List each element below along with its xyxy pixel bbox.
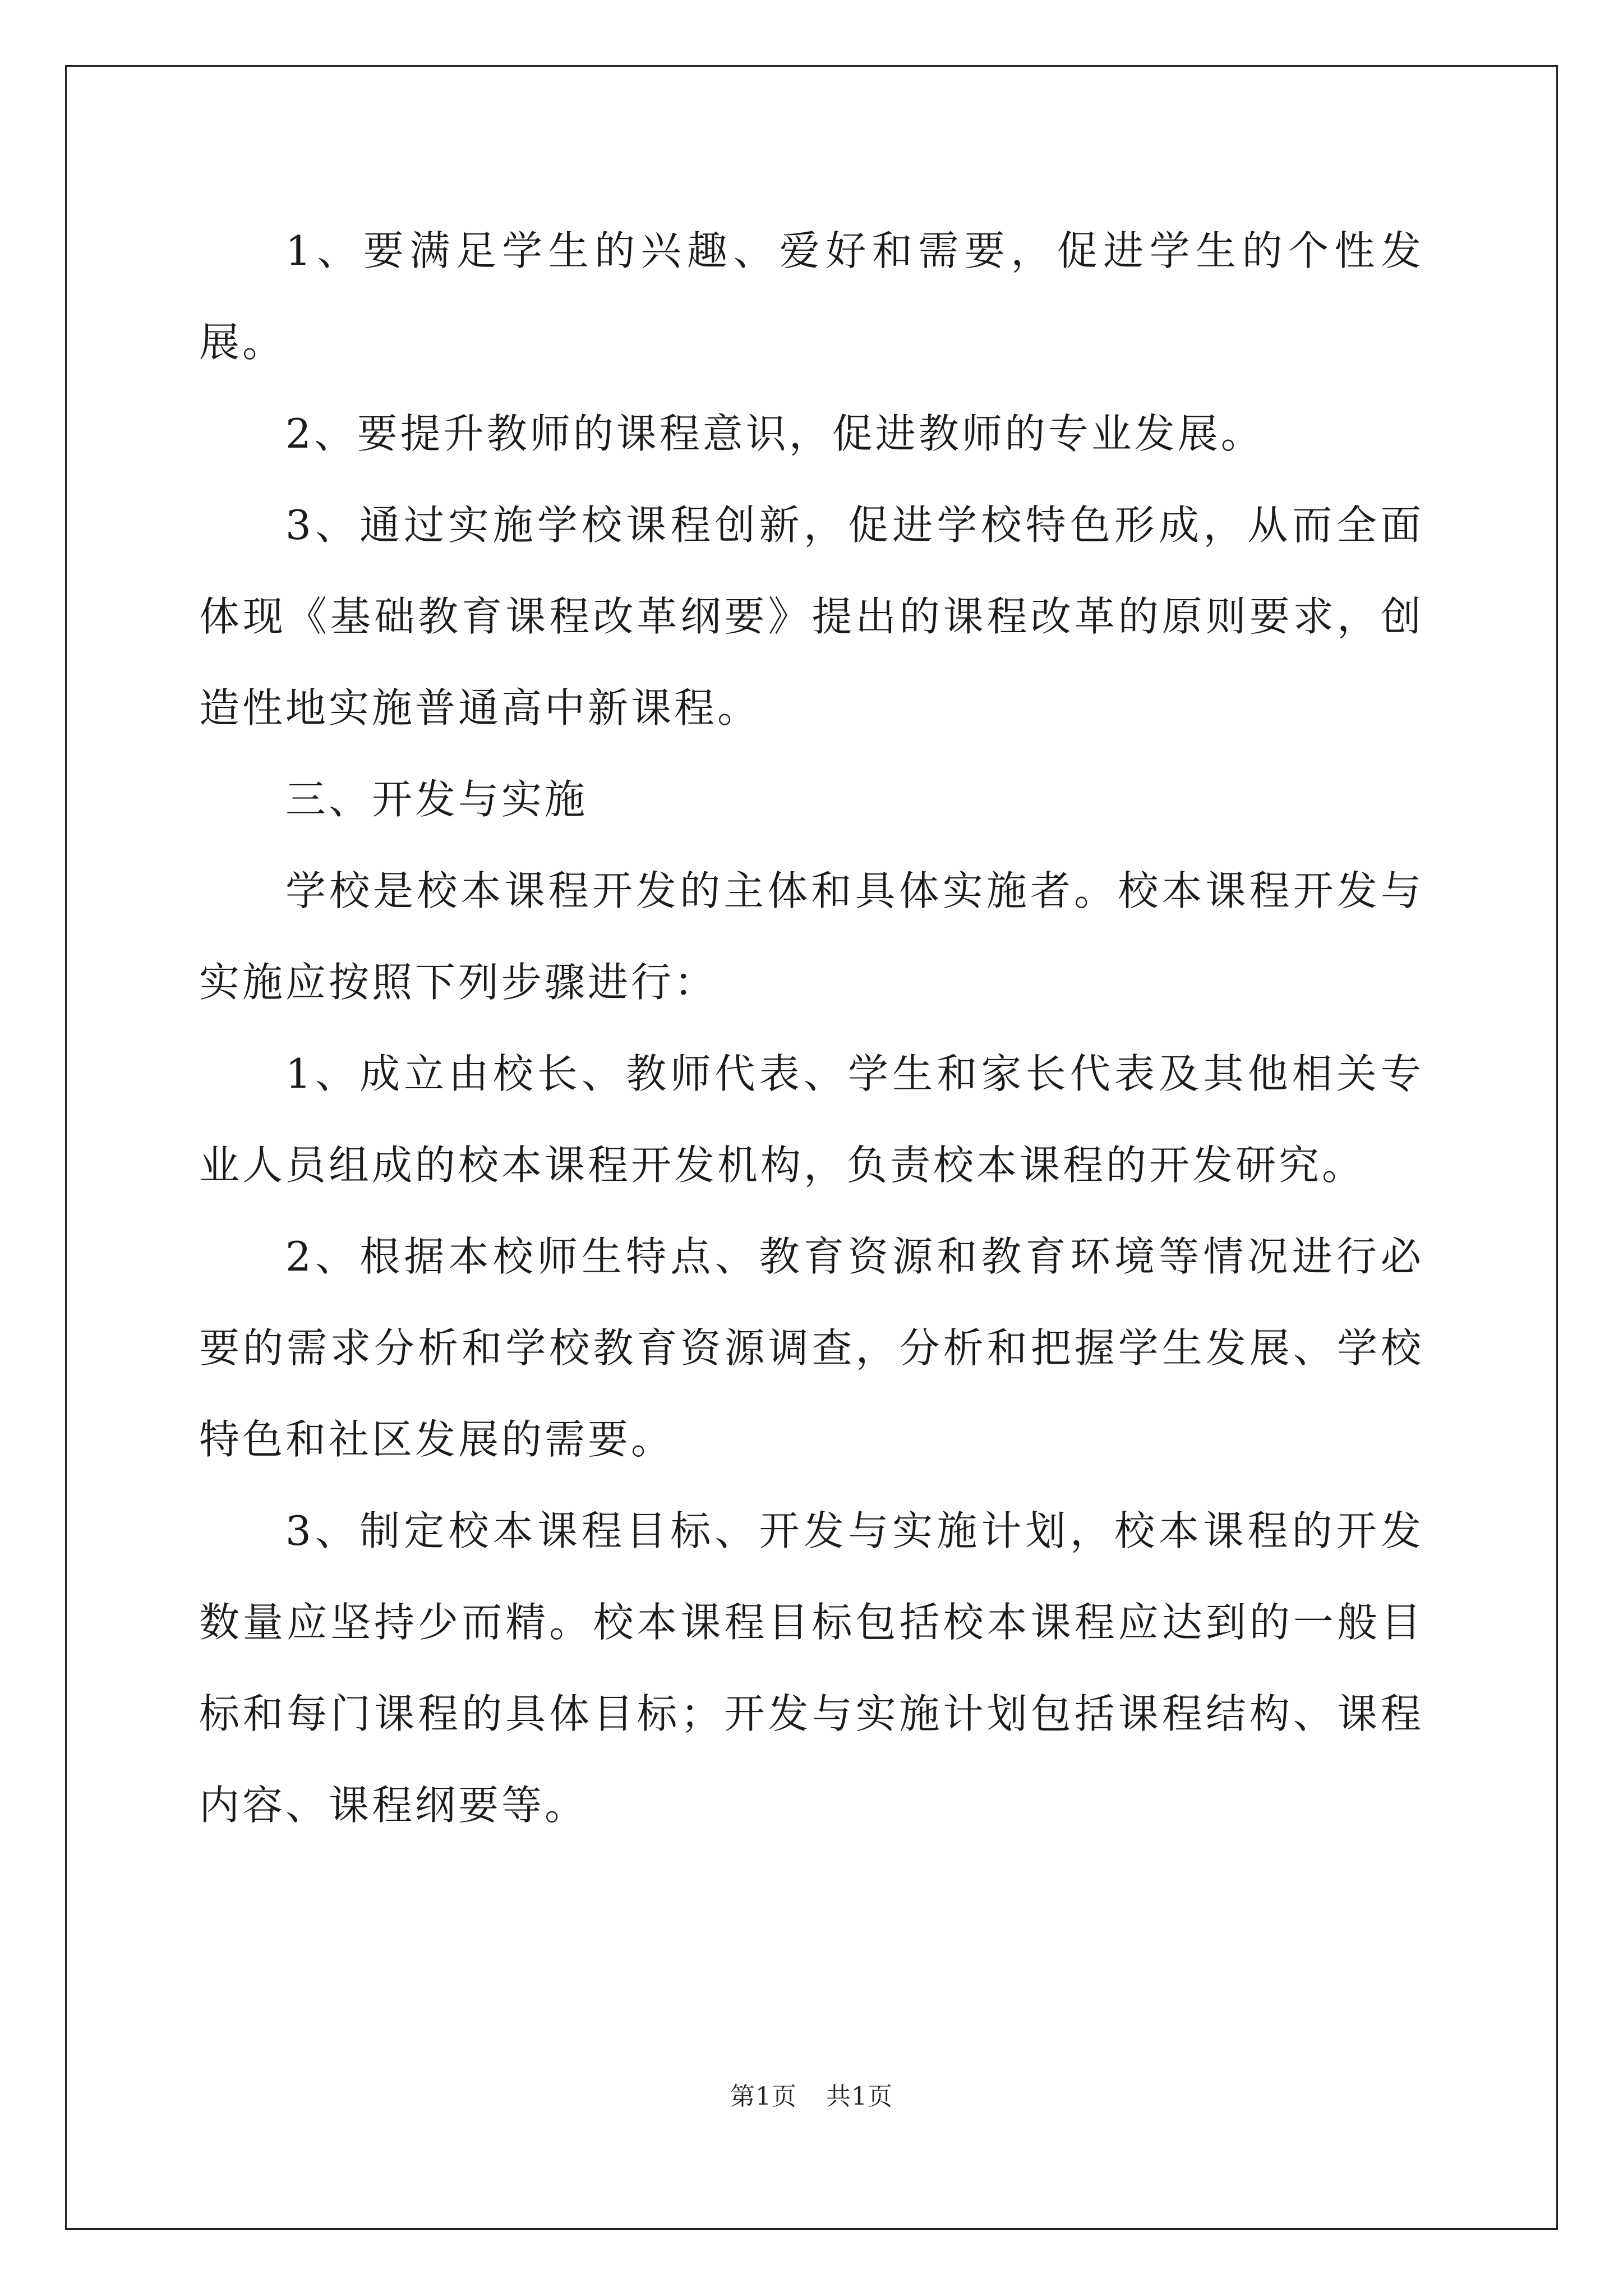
paragraph-goal-1: 1、要满足学生的兴趣、爱好和需要，促进学生的个性发展。 [199,227,1424,366]
paragraph-intro: 学校是校本课程开发的主体和具体实施者。校本课程开发与实施应按照下列步骤进行： [199,867,1424,1006]
page-number: 第1页 [730,2082,797,2111]
paragraph-step-2: 2、根据本校师生特点、教育资源和教育环境等情况进行必要的需求分析和学校教育资源调查，分析和把握学生发展、学校特色和社区发展的需要。 [199,1233,1424,1463]
paragraph-step-3: 3、制定校本课程目标、开发与实施计划，校本课程的开发数量应坚持少而精。校本课程目标包括校本课程应达到的一般目标和每门课程的具体目标；开发与实施计划包括课程结构、课程内容、课程纲要等。 [199,1507,1424,1829]
document-body [199,205,1424,1851]
page-footer [0,2080,1623,2114]
section-heading: 三、开发与实施 [285,776,588,823]
paragraph-goal-2: 2、要提升教师的课程意识，促进教师的专业发展。 [285,410,1264,457]
page-count: 共1页 [826,2082,893,2111]
paragraph-step-1: 1、成立由校长、教师代表、学生和家长代表及其他相关专业人员组成的校本课程开发机构，负责校本课程的开发研究。 [199,1050,1424,1189]
paragraph-goal-3: 3、通过实施学校课程创新，促进学校特色形成，从而全面体现《基础教育课程改革纲要》提出的课程改革的原则要求，创造性地实施普通高中新课程。 [199,501,1424,731]
